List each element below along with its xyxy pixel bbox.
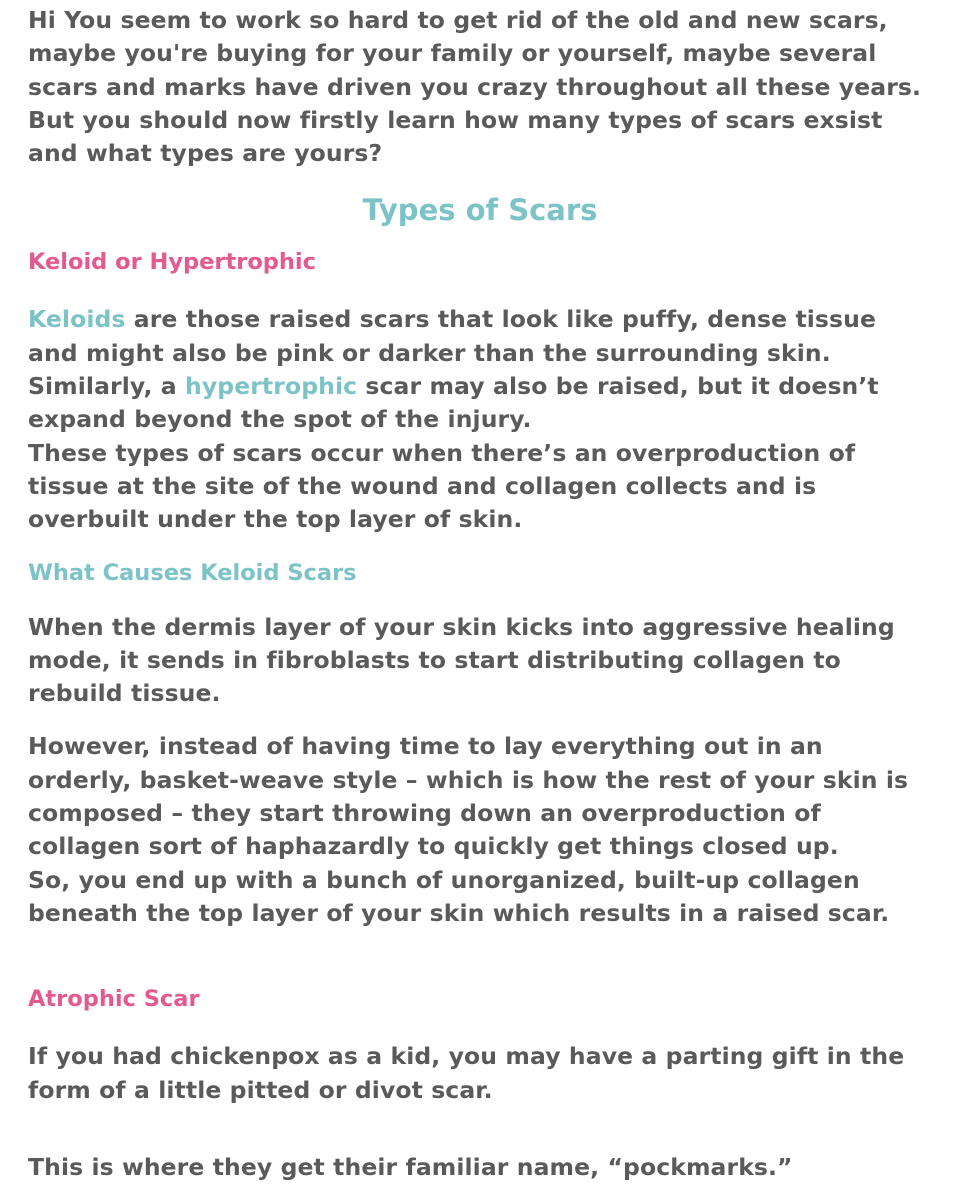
keloid-paragraph-2-text: scar may also be raised, but it doesn’t expand beyond the spot of the injury.	[28, 372, 879, 434]
atrophic-paragraph-1: If you had chickenpox as a kid, you may have a parting gift in the form of a little pitted or divot scar.	[28, 1042, 905, 1104]
causes-paragraph-1: When the dermis layer of your skin kicks into aggressive healing mode, it sends in fibroblasts to start distributing collagen to rebuild tissue.	[28, 612, 895, 708]
keloid-paragraph-1	[28, 303, 932, 370]
keloid-paragraph-1-text: are those raised scars that look like puffy, dense tissue and might also be pink or darker than the surrounding skin.	[28, 305, 876, 367]
section-heading-atrophic: Atrophic Scar	[28, 986, 200, 1013]
causes-paragraph-2: However, instead of having time to lay everything out in an orderly, basket-weave style – which is how the rest of your skin is composed – they start throwing down an overproduction of collagen sort of haphazardly to quickly get things closed up.	[28, 732, 909, 861]
keloid-paragraph-3: These types of scars occur when there’s an overproduction of tissue at the site of the wound and collagen collects and is overbuilt under the top layer of skin.	[28, 438, 856, 534]
section-heading-causes: What Causes Keloid Scars	[28, 559, 357, 586]
atrophic-paragraph-2: This is where they get their familiar name, “pockmarks.”	[28, 1152, 793, 1181]
keloids-term: Keloids	[28, 305, 126, 334]
keloid-paragraph-2	[28, 370, 932, 437]
causes-paragraph-3: So, you end up with a bunch of unorganized, built-up collagen beneath the top layer of your skin which results in a raised scar.	[28, 865, 890, 927]
page-title: Types of Scars	[362, 193, 598, 228]
keloid-paragraph-2-pre: Similarly, a	[28, 372, 186, 401]
section-heading-keloid: Keloid or Hypertrophic	[28, 249, 316, 276]
hypertrophic-term: hypertrophic	[185, 372, 358, 401]
intro-paragraph: Hi You seem to work so hard to get rid of the old and new scars, maybe you're buying for your family or yourself, maybe several scars and marks have driven you crazy throughout all these years. But you should now firstly learn how many types of scars exsist and what types are yours?	[28, 6, 921, 168]
